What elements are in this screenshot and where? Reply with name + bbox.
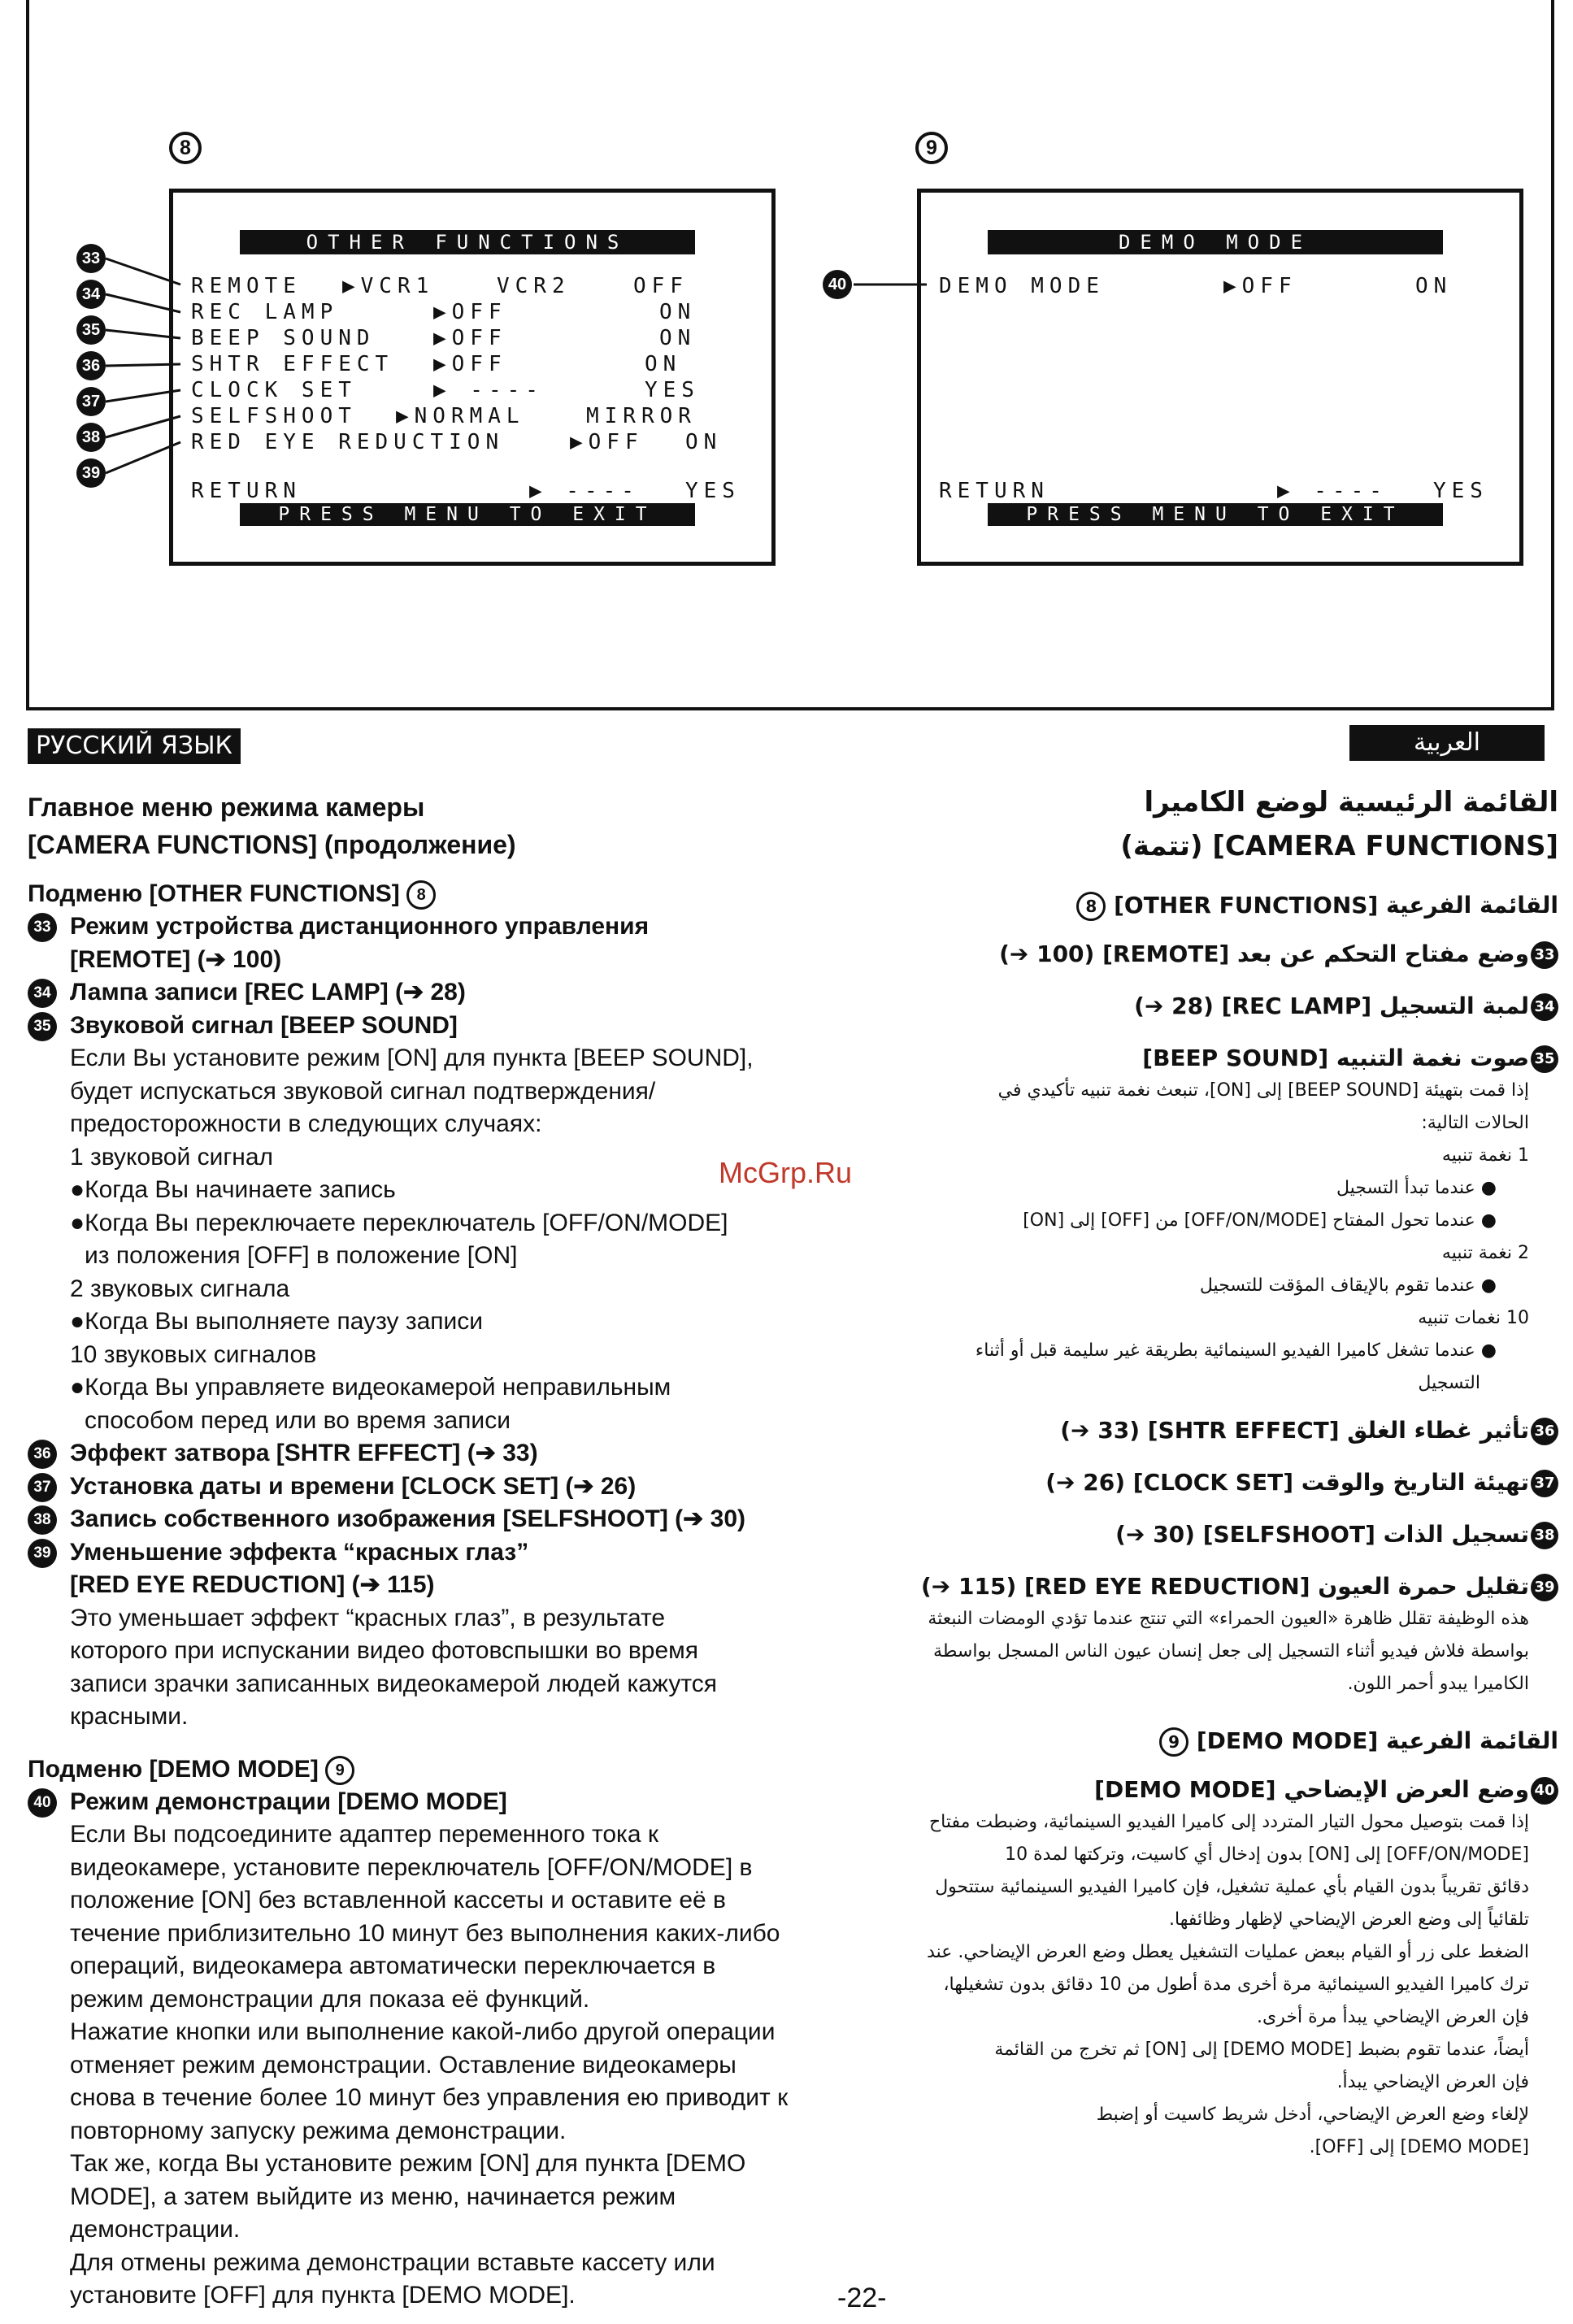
page-number: -22- xyxy=(837,2283,887,2313)
callout-40: 40 xyxy=(823,270,852,299)
ru-demo-body: Если Вы подсоедините адаптер переменного тока к видеокамере, установите переключатель [OFF/ON/MODE] в положение [ON] без вставленной кассеты и оставите её в течение приблизительно 10 минут без выполнения каких-либо операций, видеокамера автоматически переключается в режим демонстрации для показа её функций. Нажатие кнопки или выполнение какой-либо другой операции отменяет режим демонстрации. Оставление видеокамеры снова в течение более 10 минут без управления ею приводит к повторному запуску режима демонстрации. Так же, когда Вы установите режим [ON] для пункта [DEMO MODE], а затем выйдите из меню, начинается режим демонстрации. Для отмены режима демонстрации вставьте кассету или установите [OFF] для пункта [DEMO MODE]. xyxy=(70,1821,789,2309)
callout-34: 34 xyxy=(76,280,106,309)
ar-item-40: 40 وضع العرض الإيضاحي [DEMO MODE] إذا قمت بتوصيل محول التيار المتردد إلى كاميرا الفيديو السينمائية، وضبطت مفتاح [OFF/ON/MODE] إلى [ON] بدون إدخال أي كاسيت، وتركتها لمدة 10 دقائق تقريباً بدون القيام بأي عملية تشغيل، فإن كاميرا الفيديو السينمائية ستتحول تلقائياً إلى وضع العرض الإيضاحي لإظهار وظائفها. الضغط على زر أو القيام ببعض عمليات التشغيل يعطل وضع العرض الإيضاحي. عند ترك كاميرا الفيديو السينمائية مرة أخرى مدة أطول من 10 دقائق بدون تشغيلها، فإن العرض الإيضاحي يبدأ مرة أخرى. أيضاً، عندما تقوم بضبط [DEMO MODE] إلى [ON] ثم تخرج من القائمة فإن العرض الإيضاحي يبدأ. لإلغاء وضع العرض الإيضاحي، أدخل شريط كاسيت أو إضبط [DEMO MODE] إلى [OFF]. xyxy=(900,1774,1558,2164)
ar-item-37: 37 تهيئة التاريخ والوقت [CLOCK SET] (26 ➔) xyxy=(900,1466,1558,1499)
ar-submenu-other-functions: القائمة الفرعية [OTHER FUNCTIONS] 8 xyxy=(900,889,1558,922)
ru-item-40: 40 Режим демонстрации [DEMO MODE] Если Вы подсоедините адаптер переменного тока к видеокамере, установите переключатель [OFF/ON/MODE] в положение [ON] без вставленной кассеты и оставите её в течение приблизительно 10 минут без выполнения каких-либо операций, видеокамера автоматически переключается в режим демонстрации для показа её функций. Нажатие кнопки или выполнение какой-либо другой операции отменяет режим демонстрации. Оставление видеокамеры снова в течение более 10 минут без управления ею приводит к повторному запуску режима демонстрации. Так же, когда Вы установите режим [ON] для пункта [DEMO MODE], а затем выйдите из меню, начинается режим демонстрации. Для отмены режима демонстрации вставьте кассету или установите [OFF] для пункта [DEMO MODE]. xyxy=(28,1786,832,2313)
language-tab-russian: РУССКИЙ ЯЗЫК xyxy=(28,728,241,764)
ar-beep-body: إذا قمت بتهيئة [BEEP SOUND] إلى [ON]، تنبعث نغمة تنبيه تأكيدي في الحالات التالية: 1 نغمة تنبيه ● عندما تبدأ التسجيل ● عندما تحول المفتاح [OFF/ON/MODE] من [OFF] إلى [ON] 2 نغمة تنبيه ● عندما تقوم بالإيقاف المؤقت للتسجيل 10 نغمات تنبيه ● عندما تشغل كاميرا الفيديو السينمائية بطريقة غير سليمة قبل أو أثناء التسجيل xyxy=(975,1080,1529,1393)
ar-title-line2: [CAMERA FUNCTIONS] (تتمة) xyxy=(1120,830,1558,862)
ru-submenu-demo-mode: Подменю [DEMO MODE] 9 xyxy=(28,1753,832,1786)
figure-label-8: 8 xyxy=(169,132,202,164)
ru-title-line1: Главное меню режима камеры xyxy=(28,793,425,822)
arabic-section xyxy=(900,780,1558,2164)
ru-item-34: 34 Лампа записи [REC LAMP] (➔ 28) xyxy=(28,976,832,1010)
ar-item-39: 39 تقليل حمرة العيون [RED EYE REDUCTION] (115 ➔) هذه الوظيفة تقلل ظاهرة «العيون الحمراء» التي تنتج عندما تؤدي الومضات النبعثة بواسطة فلاش فيديو أثناء التسجيل إلى جعل إنسان عيون الناس المسجل بواسطة الكاميرا يبدو أحمر اللون. xyxy=(900,1570,1558,1701)
menu-title: OTHER FUNCTIONS xyxy=(240,230,695,254)
ru-submenu-mark: 8 xyxy=(406,880,436,910)
language-tab-arabic: العربية xyxy=(1349,725,1545,761)
ru-submenu-mark: 9 xyxy=(325,1756,354,1785)
ar-title-line1: القائمة الرئيسية لوضع الكاميرا xyxy=(1144,786,1558,819)
ru-item-39: 39 Уменьшение эффекта “красных глаз” [RED EYE REDUCTION] (➔ 115) Это уменьшает эффект “красных глаз”, в результате которого при испускании видео фотовспышки во время записи зрачки записанных видеокамерой людей кажутся красными. xyxy=(28,1536,832,1734)
menu-title: DEMO MODE xyxy=(988,230,1443,254)
ru-submenu-other-functions: Подменю [OTHER FUNCTIONS] 8 xyxy=(28,878,832,910)
menu-screen-demo-mode: DEMO MODE DEMO MODE ▶OFF ON RETURN ▶ ---- YES PRESS MENU TO EXIT xyxy=(917,189,1523,566)
callout-37: 37 xyxy=(76,387,106,416)
ar-item-33: 33 وضع مفتاح التحكم عن بعد [REMOTE] (100 ➔) xyxy=(900,938,1558,971)
figure-label-9: 9 xyxy=(915,132,948,164)
callout-35: 35 xyxy=(76,315,106,345)
callout-36: 36 xyxy=(76,351,106,380)
ar-submenu-demo-mode: القائمة الفرعية [DEMO MODE] 9 xyxy=(900,1725,1558,1757)
ru-redeye-body: Это уменьшает эффект “красных глаз”, в результате которого при испускании видео фотовспышки во время записи зрачки записанных видеокамерой людей кажутся красными. xyxy=(70,1604,717,1730)
menu-screen-other-functions: OTHER FUNCTIONS REMOTE ▶VCR1 VCR2 OFF REC LAMP ▶OFF ON BEEP SOUND ▶OFF ON SHTR EFFECT ▶OFF ON CLOCK SET ▶ ---- YES SELFSHOOT ▶NORMAL MIRROR RED EYE REDUCTION ▶OFF ON RETURN ▶ ---- YES PRESS MENU TO EXIT xyxy=(169,189,776,566)
ar-item-36: 36 تأثير غطاء الغلق [SHTR EFFECT] (33 ➔) xyxy=(900,1414,1558,1447)
watermark: McGrp.Ru xyxy=(719,1156,853,1189)
menu-footer: PRESS MENU TO EXIT xyxy=(988,503,1443,526)
ru-item-33: 33 Режим устройства дистанционного управления [REMOTE] (➔ 100) xyxy=(28,910,832,976)
menu-footer: PRESS MENU TO EXIT xyxy=(240,503,695,526)
ar-submenu-mark: 8 xyxy=(1076,892,1106,921)
ar-item-34: 34 لمبة التسجيل [REC LAMP] (28 ➔) xyxy=(900,990,1558,1023)
callout-38: 38 xyxy=(76,423,106,452)
ru-title-line2: [CAMERA FUNCTIONS] (продолжение) xyxy=(28,830,516,859)
ar-demo-body: إذا قمت بتوصيل محول التيار المتردد إلى كاميرا الفيديو السينمائية، وضبطت مفتاح [OFF/ON/MODE] إلى [ON] بدون إدخال أي كاسيت، وتركتها لمدة 10 دقائق تقريباً بدون القيام بأي عملية تشغيل، فإن كاميرا الفيديو السينمائية ستتحول تلقائياً إلى وضع العرض الإيضاحي لإظهار وظائفها. الضغط على زر أو القيام ببعض عمليات التشغيل يعطل وضع العرض الإيضاحي. عند ترك كاميرا الفيديو السينمائية مرة أخرى مدة أطول من 10 دقائق بدون تشغيلها، فإن العرض الإيضاحي يبدأ مرة أخرى. أيضاً، عندما تقوم بضبط [DEMO MODE] إلى [ON] ثم تخرج من القائمة فإن العرض الإيضاحي يبدأ. لإلغاء وضع العرض الإيضاحي، أدخل شريط كاسيت أو إضبط [DEMO MODE] إلى [OFF]. xyxy=(927,1812,1529,2157)
ru-item-38: 38 Запись собственного изображения [SELFSHOOT] (➔ 30) xyxy=(28,1503,832,1536)
ru-item-37: 37 Установка даты и времени [CLOCK SET] (➔ 26) xyxy=(28,1470,832,1504)
russian-section xyxy=(28,788,832,2313)
ru-beep-body: Если Вы установите режим [ON] для пункта [BEEP SOUND], будет испускаться звуковой сигнал подтверждения/ предосторожности в следующих случаях: 1 звуковой сигнал ●Когда Вы начинаете запись ●Когда Вы переключаете переключатель [OFF/ON/MODE] из положения [OFF] в положение [ON] 2 звуковых сигнала ●Когда Вы выполняете паузу записи 10 звуковых сигналов ●Когда Вы управляете видеокамерой неправильным способом перед или во время записи xyxy=(70,1045,754,1434)
ar-redeye-body: هذه الوظيفة تقلل ظاهرة «العيون الحمراء» التي تنتج عندما تؤدي الومضات النبعثة بواسطة فلاش فيديو أثناء التسجيل إلى جعل إنسان عيون الناس المسجل بواسطة الكاميرا يبدو أحمر اللون. xyxy=(928,1609,1529,1694)
ar-item-38: 38 تسجيل الذات [SELFSHOOT] (30 ➔) xyxy=(900,1518,1558,1551)
ru-item-36: 36 Эффект затвора [SHTR EFFECT] (➔ 33) xyxy=(28,1437,832,1470)
ar-item-35: 35 صوت نغمة التنبيه [BEEP SOUND] إذا قمت بتهيئة [BEEP SOUND] إلى [ON]، تنبعث نغمة تنبيه تأكيدي في الحالات التالية: 1 نغمة تنبيه ● عندما تبدأ التسجيل ● عندما تحول المفتاح [OFF/ON/MODE] من [OFF] إلى [ON] 2 نغمة تنبيه ● عندما تقوم بالإيقاف المؤقت للتسجيل 10 نغمات تنبيه ● عندما تشغل كاميرا الفيديو السينمائية بطريقة غير سليمة قبل أو أثناء التسجيل xyxy=(900,1042,1558,1400)
ar-submenu-mark: 9 xyxy=(1159,1727,1188,1757)
callout-33: 33 xyxy=(76,244,106,273)
ru-item-35: 35 Звуковой сигнал [BEEP SOUND] Если Вы установите режим [ON] для пункта [BEEP SOUND], будет испускаться звуковой сигнал подтверждения/ предосторожности в следующих случаях: 1 звуковой сигнал ●Когда Вы начинаете запись ●Когда Вы переключаете переключатель [OFF/ON/MODE] из положения [OFF] в положение [ON] 2 звуковых сигнала ●Когда Вы выполняете паузу записи 10 звуковых сигналов ●Когда Вы управляете видеокамерой неправильным способом перед или во время записи xyxy=(28,1010,832,1438)
callout-39: 39 xyxy=(76,458,106,488)
